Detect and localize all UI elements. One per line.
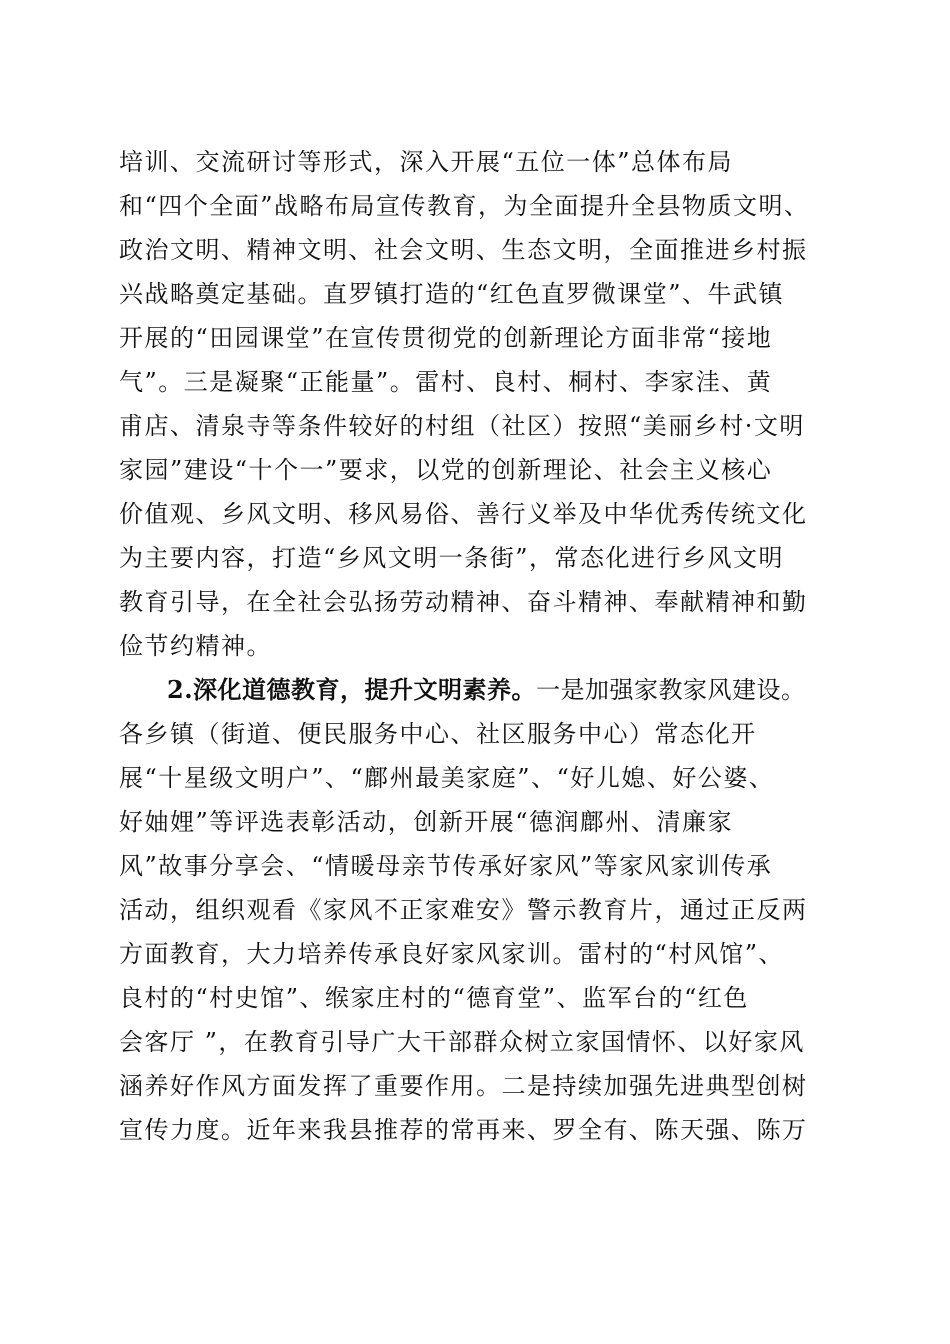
paragraph-2-line: 展“十星级文明户”、“鄜州最美家庭”、“好儿媳、好公婆、 [119, 764, 775, 792]
paragraph-1-line: 俭节约精神。 [119, 632, 272, 660]
paragraph-1-line: 家园”建设“十个一”要求，以党的创新理论、社会主义核心 [119, 456, 773, 484]
document-body [119, 140, 839, 1152]
paragraph-2-line: 活动，组织观看《家风不正家难安》警示教育片，通过正反两 [119, 896, 808, 924]
paragraph-2-line: 各乡镇（街道、便民服务中心、社区服务中心）常态化开 [119, 720, 757, 748]
paragraph-2-first-line-text: 一是加强家教家风建设。 [536, 676, 806, 704]
paragraph-1-line: 价值观、乡风文明、移风易俗、善行义举及中华优秀传统文化 [119, 500, 808, 528]
section-heading: 2.深化道德教育，提升文明素养。 [167, 675, 537, 704]
paragraph-1-line: 甫店、清泉寺等条件较好的村组（社区）按照“美丽乡村·文明 [119, 412, 805, 440]
paragraph-1-line: 气”。三是凝聚“正能量”。雷村、良村、桐村、李家洼、黄 [119, 368, 773, 396]
paragraph-2-line: 良村的“村史馆”、缑家庄村的“德育堂”、监军台的“红色 [119, 984, 749, 1012]
paragraph-1-line: 开展的“田园课堂”在宣传贯彻党的创新理论方面非常“接地 [119, 324, 773, 352]
paragraph-2-line: 好妯娌”等评选表彰活动，创新开展“德润鄜州、清廉家 [119, 808, 734, 836]
paragraph-2-line: 宣传力度。近年来我县推荐的常再来、罗全有、陈天强、陈万 [119, 1116, 808, 1144]
paragraph-1-line: 兴战略奠定基础。直罗镇打造的“红色直罗微课堂”、牛武镇 [119, 280, 785, 308]
paragraph-1-line: 和“四个全面”战略布局宣传教育，为全面提升全县物质文明、 [119, 192, 810, 220]
paragraph-2-line: 方面教育，大力培养传承良好家风家训。雷村的“村风馆”、 [119, 940, 785, 968]
paragraph-1-line: 政治文明、精神文明、社会文明、生态文明，全面推进乡村振 [119, 236, 808, 264]
paragraph-1-line: 为主要内容，打造“乡风文明一条街”，常态化进行乡风文明 [119, 544, 785, 572]
paragraph-2-line: 涵养好作风方面发挥了重要作用。二是持续加强先进典型创树 [119, 1072, 808, 1100]
paragraph-1-line: 教育引导，在全社会弘扬劳动精神、奋斗精神、奉献精神和勤 [119, 588, 808, 616]
paragraph-2-line: 会客厅 ”，在教育引导广大干部群众树立家国情怀、以好家风 [119, 1028, 805, 1056]
paragraph-1-line: 培训、交流研讨等形式，深入开展“五位一体”总体布局 [119, 148, 734, 176]
paragraph-2-first-line [119, 668, 839, 712]
paragraph-2-line: 风”故事分享会、“情暖母亲节传承好家风”等家风家训传承 [119, 852, 773, 880]
